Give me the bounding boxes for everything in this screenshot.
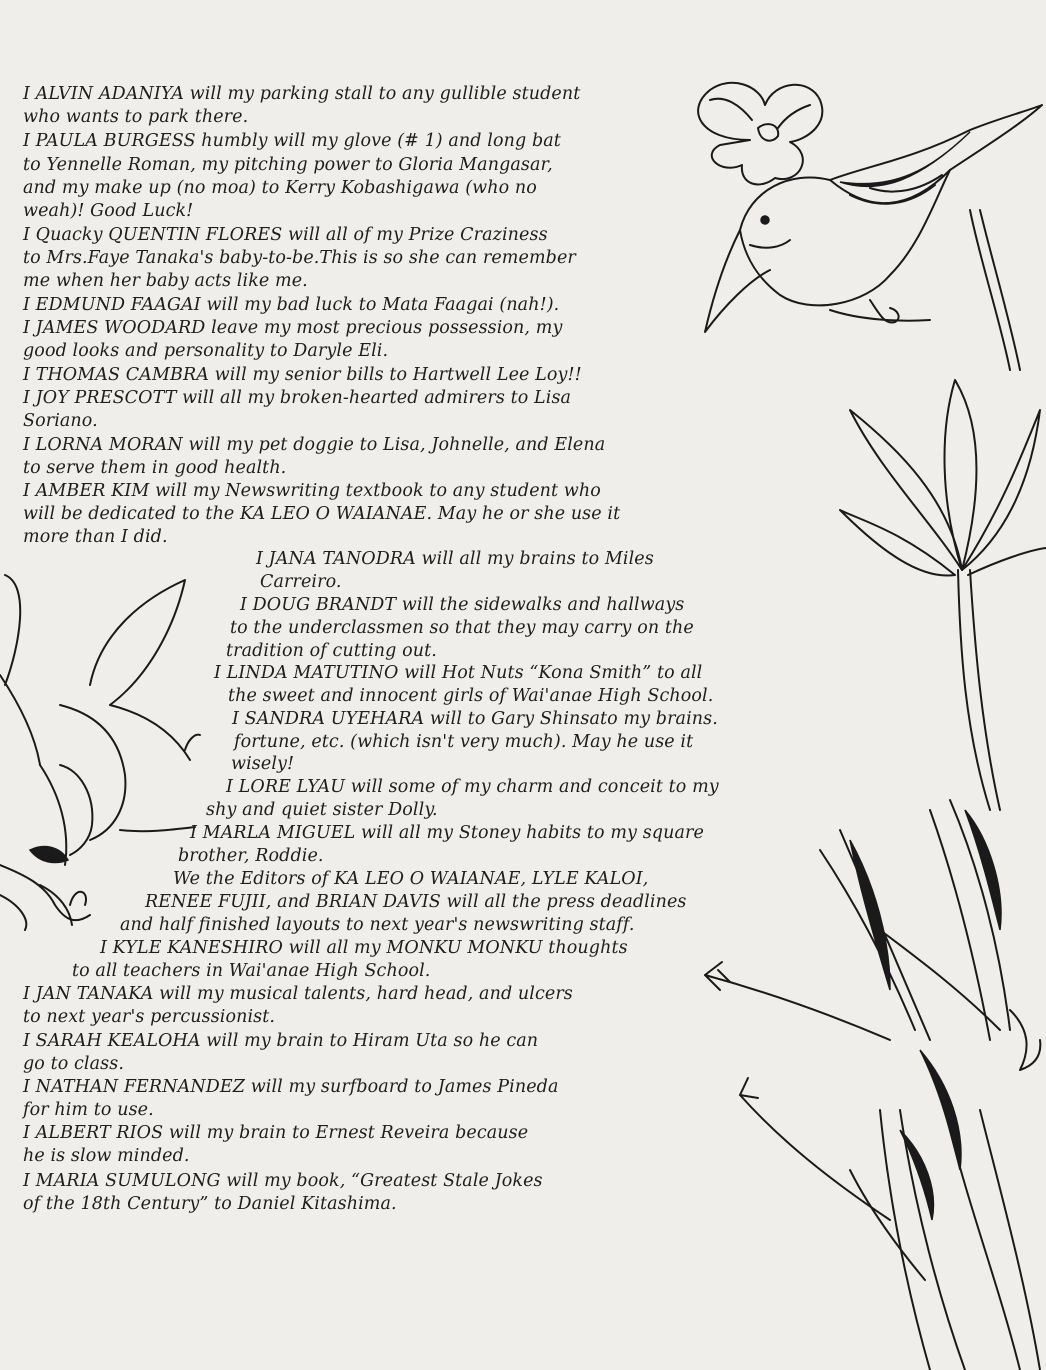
will-line: I DOUG BRANDT will the sidewalks and hallways <box>240 595 685 615</box>
will-line: I LORNA MORAN will my pet doggie to Lisa, Johnelle, and Elena <box>23 435 606 455</box>
will-line: I JANA TANODRA will all my brains to Miles <box>256 549 654 569</box>
will-line: I JAN TANAKA will my musical talents, hard head, and ulcers <box>23 984 573 1004</box>
will-line: and half finished layouts to next year's newswriting staff. <box>120 915 635 935</box>
will-line: I KYLE KANESHIRO will all my MONKU MONKU thoughts <box>100 938 628 958</box>
will-line: I THOMAS CAMBRA will my senior bills to Hartwell Lee Loy!! <box>23 365 582 385</box>
will-line: more than I did. <box>23 527 168 547</box>
will-line: good looks and personality to Daryle Eli. <box>23 341 389 361</box>
will-line: to serve them in good health. <box>23 458 287 478</box>
will-line: of the 18th Century” to Daniel Kitashima. <box>23 1194 397 1214</box>
will-line: I NATHAN FERNANDEZ will my surfboard to James Pineda <box>23 1077 559 1097</box>
will-line: weah)! Good Luck! <box>23 201 194 221</box>
will-line: I EDMUND FAAGAI will my bad luck to Mata Faagai (nah!). <box>23 295 560 315</box>
will-line: I MARLA MIGUEL will all my Stoney habits to my square <box>190 823 704 843</box>
will-line: to Mrs.Faye Tanaka's baby-to-be.This is so she can remember <box>23 248 576 268</box>
will-line: I SARAH KEALOHA will my brain to Hiram Uta so he can <box>23 1031 539 1051</box>
will-line: brother, Roddie. <box>178 846 324 866</box>
will-line: who wants to park there. <box>23 107 249 127</box>
will-line: tradition of cutting out. <box>226 641 437 661</box>
will-line: RENEE FUJII, and BRIAN DAVIS will all the press deadlines <box>145 892 687 912</box>
will-line: I PAULA BURGESS humbly will my glove (# 1) and long bat <box>23 131 561 151</box>
will-line: go to class. <box>23 1054 124 1074</box>
will-line: shy and quiet sister Dolly. <box>206 800 438 820</box>
will-line: Carreiro. <box>260 572 342 592</box>
will-line: will be dedicated to the KA LEO O WAIANAE. May he or she use it <box>23 504 621 524</box>
will-line: to next year's percussionist. <box>23 1007 276 1027</box>
will-line: I LORE LYAU will some of my charm and conceit to my <box>226 777 719 797</box>
will-line: I LINDA MATUTINO will Hot Nuts “Kona Smith” to all <box>214 663 703 683</box>
will-line: I JOY PRESCOTT will all my broken-hearted admirers to Lisa <box>23 388 572 408</box>
will-line: the sweet and innocent girls of Wai'anae High School. <box>228 686 714 706</box>
will-line: I Quacky QUENTIN FLORES will all of my Prize Craziness <box>23 225 548 245</box>
will-line: We the Editors of KA LEO O WAIANAE, LYLE KALOI, <box>173 869 649 889</box>
will-line: me when her baby acts like me. <box>23 271 308 291</box>
will-line: to the underclassmen so that they may carry on the <box>230 618 694 638</box>
will-line: I ALBERT RIOS will my brain to Ernest Reveira because <box>23 1123 529 1143</box>
will-line: I JAMES WOODARD leave my most precious possession, my <box>23 318 563 338</box>
bird-illustration <box>680 70 1046 370</box>
will-line: I ALVIN ADANIYA will my parking stall to any gullible student <box>23 84 581 104</box>
will-line: I MARIA SUMULONG will my book, “Greatest Stale Jokes <box>23 1171 543 1191</box>
will-line: Soriano. <box>23 411 98 431</box>
bird-of-paradise-illustration <box>700 350 1046 1370</box>
will-line: to Yennelle Roman, my pitching power to Gloria Mangasar, <box>23 155 553 175</box>
will-line: fortune, etc. (which isn't very much). May he use it <box>234 732 694 752</box>
will-line: I AMBER KIM will my Newswriting textbook to any student who <box>23 481 601 501</box>
will-line: and my make up (no moa) to Kerry Kobashigawa (who no <box>23 178 537 198</box>
will-line: I SANDRA UYEHARA will to Gary Shinsato my brains. <box>232 709 718 729</box>
will-line: to all teachers in Wai'anae High School. <box>72 961 431 981</box>
will-line: for him to use. <box>23 1100 154 1120</box>
will-line: wisely! <box>231 754 295 774</box>
will-line: he is slow minded. <box>23 1146 190 1166</box>
